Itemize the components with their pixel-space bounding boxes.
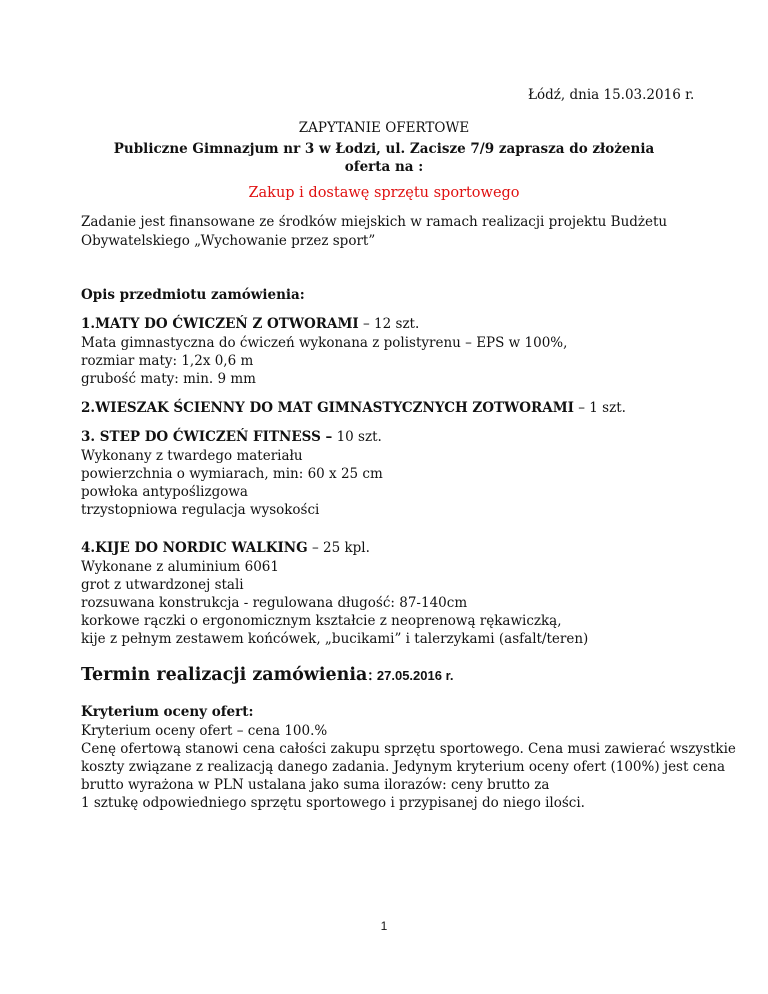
criteria-line: koszty związane z realizacją danego zadania. Jedynym kryterium oceny ofert (100%) jest cena: [81, 759, 725, 775]
deadline-line: [81, 664, 454, 687]
item-4-line: grot z utwardzonej stali: [81, 577, 244, 593]
item-1-title: 1.MATY DO ĆWICZEŃ Z OTWORAMI: [81, 316, 359, 332]
criteria-line: Kryterium oceny ofert – cena 100.%: [81, 723, 328, 739]
item-4-line: kije z pełnym zestawem końcówek, „bucikami” i talerzykami (asfalt/teren): [81, 631, 589, 647]
item-1-line: grubość maty: min. 9 mm: [81, 371, 256, 387]
item-4-title: 4.KIJE DO NORDIC WALKING: [81, 540, 308, 556]
item-3-line: powierzchnia o wymiarach, min: 60 x 25 cm: [81, 466, 383, 482]
place-date: Łódź, dnia 15.03.2016 r.: [528, 87, 695, 103]
item-1-header: [81, 315, 419, 333]
deadline-colon: :: [367, 665, 374, 685]
item-3-line: trzystopniowa regulacja wysokości: [81, 502, 320, 518]
item-3-line: powłoka antypoślizgowa: [81, 484, 248, 500]
item-2-title: 2.WIESZAK ŚCIENNY DO MAT GIMNASTYCZNYCH ZOTWORAMI: [81, 400, 574, 416]
intro-line-2: Obywatelskiego „Wychowanie przez sport”: [81, 233, 376, 249]
subject-line: Zakup i dostawę sprzętu sportowego: [248, 185, 520, 201]
item-4-line: rozsuwana konstrukcja - regulowana długość: 87-140cm: [81, 595, 468, 611]
item-3-title: 3. STEP DO ĆWICZEŃ FITNESS –: [81, 429, 333, 445]
item-4-qty: – 25 kpl.: [307, 540, 370, 556]
school-line-2: oferta na :: [344, 159, 424, 175]
item-3-header: [81, 428, 382, 446]
school-line-1: Publiczne Gimnazjum nr 3 w Łodzi, ul. Zacisze 7/9 zaprasza do złożenia: [113, 141, 655, 157]
page-number: 1: [380, 919, 388, 933]
item-2-header: [81, 399, 626, 417]
item-2-qty: – 1 szt.: [573, 400, 626, 416]
criteria-line: brutto wyrażona w PLN ustalana jako suma ilorazów: ceny brutto za: [81, 777, 550, 793]
item-1-line: Mata gimnastyczna do ćwiczeń wykonana z polistyrenu – EPS w 100%,: [81, 335, 568, 351]
deadline-date: 27.05.2016 r.: [373, 668, 454, 683]
item-4-header: [81, 539, 370, 557]
criteria-line: Cenę ofertową stanowi cena całości zakupu sprzętu sportowego. Cena musi zawierać wszystkie: [81, 741, 736, 757]
item-1-line: rozmiar maty: 1,2x 0,6 m: [81, 353, 254, 369]
document-title: ZAPYTANIE OFERTOWE: [298, 120, 470, 136]
criteria-heading: Kryterium oceny ofert:: [81, 704, 254, 720]
intro-line-1: Zadanie jest finansowane ze środków miejskich w ramach realizacji projektu Budżetu: [81, 214, 668, 230]
description-heading: Opis przedmiotu zamówienia:: [81, 287, 305, 303]
criteria-line: 1 sztukę odpowiedniego sprzętu sportowego i przypisanej do niego ilości.: [81, 795, 585, 811]
deadline-label: Termin realizacji zamówienia: [81, 665, 368, 685]
item-3-line: Wykonany z twardego materiału: [81, 448, 303, 464]
item-1-qty: – 12 szt.: [358, 316, 420, 332]
item-4-line: Wykonane z aluminium 6061: [81, 559, 279, 575]
item-3-qty: 10 szt.: [332, 429, 382, 445]
item-4-line: korkowe rączki o ergonomicznym kształcie z neoprenową rękawiczką,: [81, 613, 562, 629]
